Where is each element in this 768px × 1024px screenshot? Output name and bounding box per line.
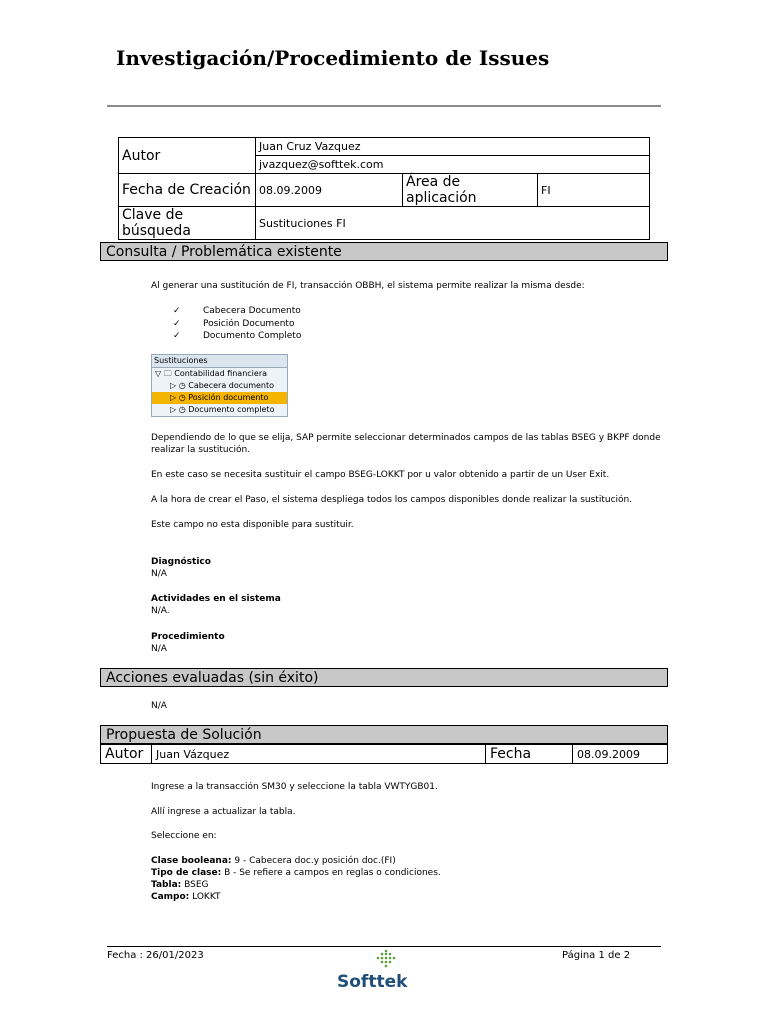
procedimiento-value: N/A <box>151 644 167 654</box>
field-clase-booleana: Clase booleana: 9 - Cabecera doc.y posición doc.(FI) <box>151 856 396 866</box>
clock-icon: ◷ <box>178 381 186 390</box>
field-campo: Campo: LOKKT <box>151 892 221 902</box>
sap-tree-screenshot <box>151 354 288 417</box>
list-item: ✓ Cabecera Documento <box>173 306 301 316</box>
check-icon: ✓ <box>173 318 181 329</box>
autor-email: jvazquez@softtek.com <box>256 156 650 174</box>
clock-icon: ◷ <box>178 405 186 414</box>
consulta-paragraph: Este campo no esta disponible para sustituir. <box>151 520 354 530</box>
softtek-logo-text: Softtek <box>337 972 408 992</box>
triangle-right-icon: ▷ <box>170 381 177 390</box>
page-title: Investigación/Procedimiento de Issues <box>116 46 550 70</box>
area-value: FI <box>538 174 650 207</box>
section-consulta-header: Consulta / Problemática existente <box>100 242 668 261</box>
propuesta-table <box>100 744 668 764</box>
tree-root: ▽ 🗀 Contabilidad financiera <box>155 369 268 378</box>
check-list <box>173 305 301 343</box>
fecha-label: Fecha de Creación <box>119 174 256 207</box>
tree-item-selected: ▷ ◷ Posición documento <box>152 392 287 404</box>
metadata-table <box>118 137 650 240</box>
tree-item: ▷ ◷ Documento completo <box>170 405 275 414</box>
actividades-value: N/A. <box>151 606 170 616</box>
triangle-down-icon: ▽ <box>155 369 162 378</box>
consulta-paragraph: Dependiendo de lo que se elija, SAP permite seleccionar determinados campos de las tablas BSEG y BKPF donde realizar la sustitución. <box>151 433 661 455</box>
triangle-right-icon: ▷ <box>170 405 177 414</box>
fecha-value: 08.09.2009 <box>256 174 403 207</box>
section-acciones-header: Acciones evaluadas (sin éxito) <box>100 668 668 687</box>
acciones-value: N/A <box>151 701 167 711</box>
propuesta-paragraph: Ingrese a la transacción SM30 y seleccione la tabla VWTYGB01. <box>151 782 438 792</box>
procedimiento-label: Procedimiento <box>151 632 225 642</box>
check-icon: ✓ <box>173 331 181 341</box>
consulta-intro: Al generar una sustitución de FI, transacción OBBH, el sistema permite realizar la misma desde: <box>151 281 585 291</box>
footer-pagina: Página 1 de 2 <box>562 950 631 961</box>
diagnostico-label: Diagnóstico <box>151 557 211 567</box>
tree-item: ▷ ◷ Cabecera documento <box>170 381 275 390</box>
field-tabla: Tabla: BSEG <box>151 880 209 890</box>
autor-name: Juan Cruz Vazquez <box>256 138 650 156</box>
list-item: ✓ Documento Completo <box>173 331 302 341</box>
propuesta-autor-value: Juan Vázquez <box>152 745 486 764</box>
area-label: Área de aplicación <box>403 174 538 207</box>
clave-value: Sustituciones FI <box>256 207 650 240</box>
check-icon: ✓ <box>173 306 181 316</box>
consulta-paragraph: En este caso se necesita sustituir el campo BSEG-LOKKT por u valor obtenido a partir de un User Exit. <box>151 470 610 480</box>
softtek-logo-icon <box>372 948 400 970</box>
actividades-label: Actividades en el sistema <box>151 594 281 604</box>
section-propuesta-header: Propuesta de Solución <box>100 725 668 744</box>
field-tipo-clase: Tipo de clase: B - Se refiere a campos en reglas o condiciones. <box>151 868 441 878</box>
header-divider <box>107 105 661 107</box>
clock-icon: ◷ <box>178 393 186 402</box>
list-item: ✓ Posición Documento <box>173 318 295 329</box>
propuesta-paragraph: Seleccione en: <box>151 831 217 841</box>
propuesta-fecha-label: Fecha <box>486 745 573 764</box>
propuesta-fecha-value: 08.09.2009 <box>573 745 668 764</box>
footer-fecha: Fecha : 26/01/2023 <box>107 950 204 961</box>
folder-icon: 🗀 <box>163 369 172 378</box>
autor-label: Autor <box>119 138 256 174</box>
triangle-right-icon: ▷ <box>170 393 177 402</box>
propuesta-paragraph: Allí ingrese a actualizar la tabla. <box>151 807 296 817</box>
clave-label: Clave de búsqueda <box>119 207 256 240</box>
propuesta-autor-label: Autor <box>101 745 152 764</box>
diagnostico-value: N/A <box>151 569 167 579</box>
tree-header: Sustituciones <box>152 355 287 368</box>
footer-divider <box>107 946 661 947</box>
consulta-paragraph: A la hora de crear el Paso, el sistema despliega todos los campos disponibles donde realizar la sustitución. <box>151 495 633 505</box>
